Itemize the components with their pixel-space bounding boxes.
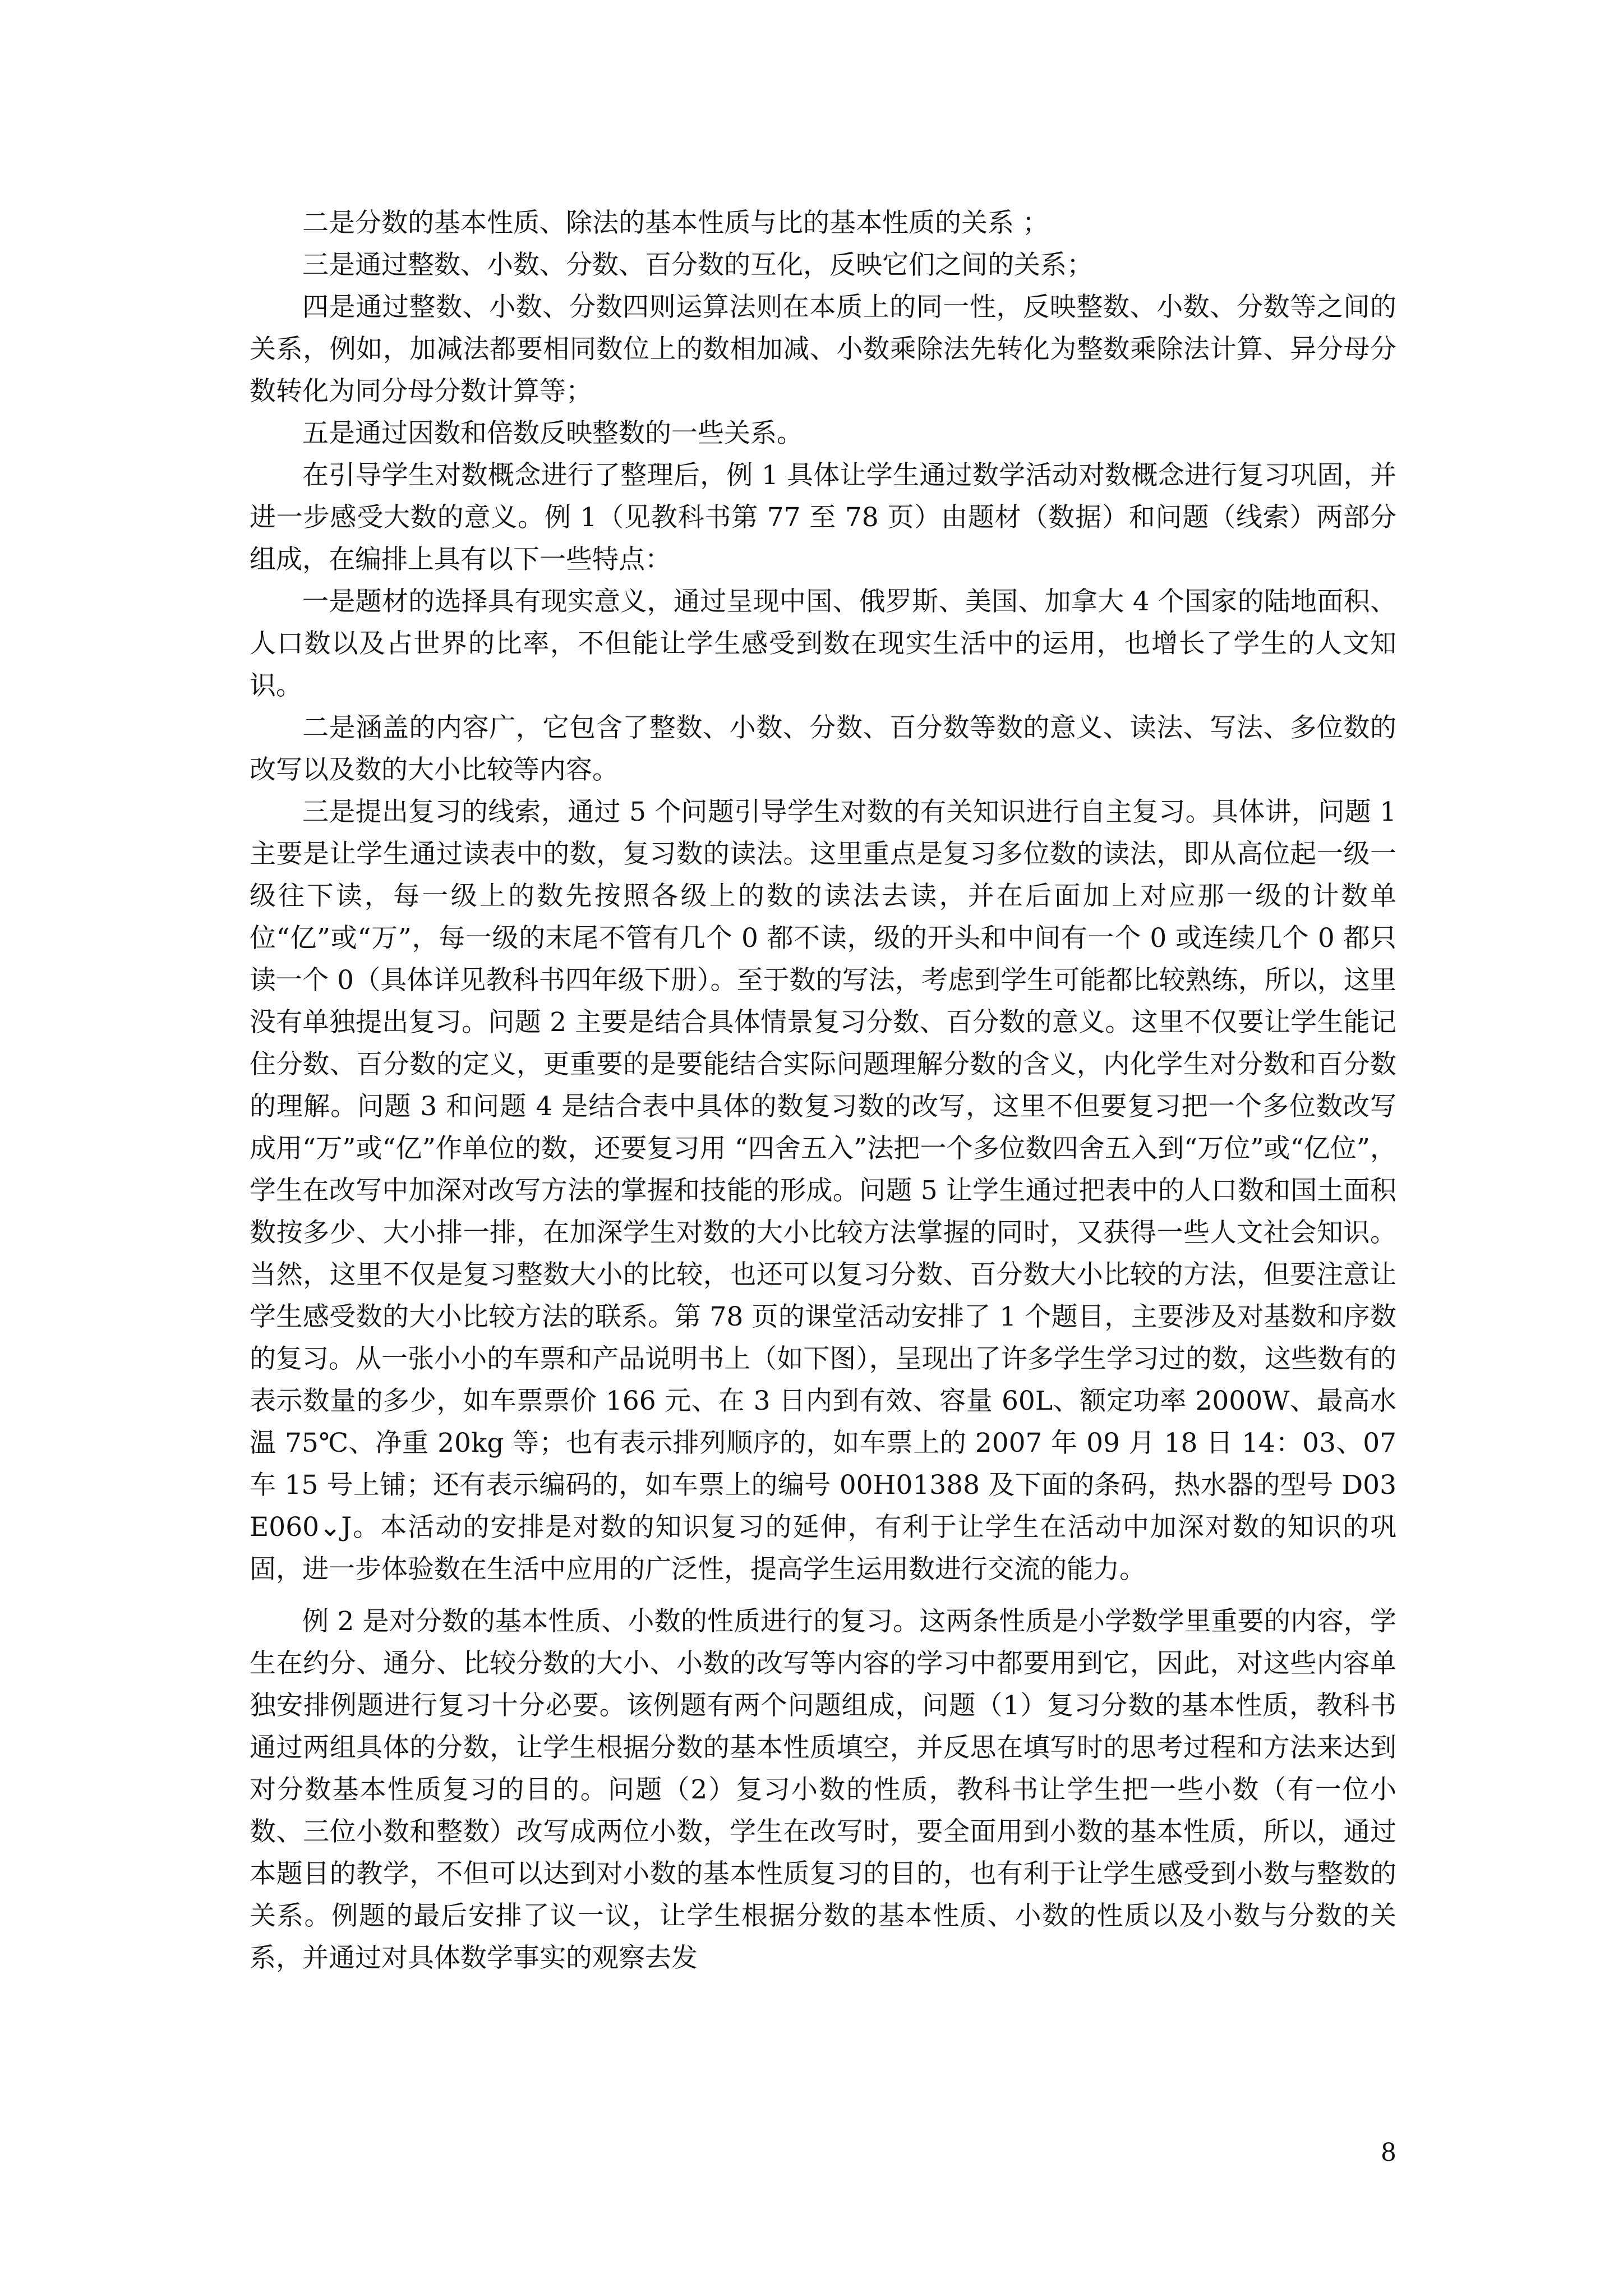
paragraph-3: 四是通过整数、小数、分数四则运算法则在本质上的同一性，反映整数、小数、分数等之间的关系，例如，加减法都要相同数位上的数相加减、小数乘除法先转化为整数乘除法计算、异分母分数转化为同分母分数计算等；: [250, 292, 1396, 407]
paragraph-5: 在引导学生对数概念进行了整理后，例 1 具体让学生通过数学活动对数概念进行复习巩固，并进一步感受大数的意义。例 1（见教科书第 77 至 78 页）由题材（数据）和问题（线索）两部分组成，在编排上具有以下一些特点：: [250, 460, 1396, 575]
paragraph-2: 三是通过整数、小数、分数、百分数的互化，反映它们之间的关系；: [302, 250, 1093, 280]
page-number: 8: [1381, 2138, 1396, 2167]
paragraph-6: 一是题材的选择具有现实意义，通过呈现中国、俄罗斯、美国、加拿大 4 个国家的陆地面积、人口数以及占世界的比率，不但能让学生感受到数在现实生活中的运用，也增长了学生的人文知识。: [250, 586, 1396, 701]
paragraph-4: 五是通过因数和倍数反映整数的一些关系。: [302, 418, 803, 449]
body-text: [250, 202, 1396, 1979]
paragraph-9: 例 2 是对分数的基本性质、小数的性质进行的复习。这两条性质是小学数学里重要的内容，学生在约分、通分、比较分数的大小、小数的改写等内容的学习中都要用到它，因此，对这些内容单独安排例题进行复习十分必要。该例题有两个问题组成，问题（1）复习分数的基本性质，教科书通过两组具体的分数，让学生根据分数的基本性质填空，并反思在填写时的思考过程和方法来达到对分数基本性质复习的目的。问题（2）复习小数的性质，教科书让学生把一些小数（有一位小数、三位小数和整数）改写成两位小数，学生在改写时，要全面用到小数的基本性质，所以，通过本题目的教学，不但可以达到对小数的基本性质复习的目的，也有利于让学生感受到小数与整数的关系。例题的最后安排了议一议，让学生根据分数的基本性质、小数的性质以及小数与分数的关系，并通过对具体数学事实的观察去发: [250, 1606, 1396, 1973]
paragraph-1: 二是分数的基本性质、除法的基本性质与比的基本性质的关系 ；: [302, 208, 1049, 238]
paragraph-8: 三是提出复习的线索，通过 5 个问题引导学生对数的有关知识进行自主复习。具体讲，问题 1 主要是让学生通过读表中的数，复习数的读法。这里重点是复习多位数的读法，即从高位起一级一级往下读，每一级上的数先按照各级上的数的读法去读，并在后面加上对应那一级的计数单位“亿”或“万”，每一级的末尾不管有几个 0 都不读，级的开头和中间有一个 0 或连续几个 0 都只读一个 0（具体详见教科书四年级下册）。至于数的写法，考虑到学生可能都比较熟练，所以，这里没有单独提出复习。问题 2 主要是结合具体情景复习分数、百分数的意义。这里不仅要让学生能记住分数、百分数的定义，更重要的是要能结合实际问题理解分数的含义，内化学生对分数和百分数的理解。问题 3 和问题 4 是结合表中具体的数复习数的改写，这里不但要复习把一个多位数改写成用“万”或“亿”作单位的数，还要复习用 “四舍五入”法把一个多位数四舍五入到“万位”或“亿位”，学生在改写中加深对改写方法的掌握和技能的形成。问题 5 让学生通过把表中的人口数和国土面积数按多少、大小排一排，在加深学生对数的大小比较方法掌握的同时，又获得一些人文社会知识。当然，这里不仅是复习整数大小的比较，也还可以复习分数、百分数大小比较的方法，但要注意让学生感受数的大小比较方法的联系。第 78 页的课堂活动安排了 1 个题目，主要涉及对基数和序数的复习。从一张小小的车票和产品说明书上（如下图），呈现出了许多学生学习过的数，这些数有的表示数量的多少，如车票票价 166 元、在 3 日内到有效、容量 60L、额定功率 2000W、最高水温 75℃、净重 20kg 等；也有表示排列顺序的，如车票上的 2007 年 09 月 18 日 14：03、07 车 15 号上铺；还有表示编码的，如车票上的编号 00H01388 及下面的条码，热水器的型号 D03E060⌄J。本活动的安排是对数的知识复习的延伸，有利于让学生在活动中加深对数的知识的巩固，进一步体验数在生活中应用的广泛性，提高学生运用数进行交流的能力。: [250, 797, 1396, 1585]
paragraph-7: 二是涵盖的内容广，它包含了整数、小数、分数、百分数等数的意义、读法、写法、多位数的改写以及数的大小比较等内容。: [250, 712, 1396, 785]
